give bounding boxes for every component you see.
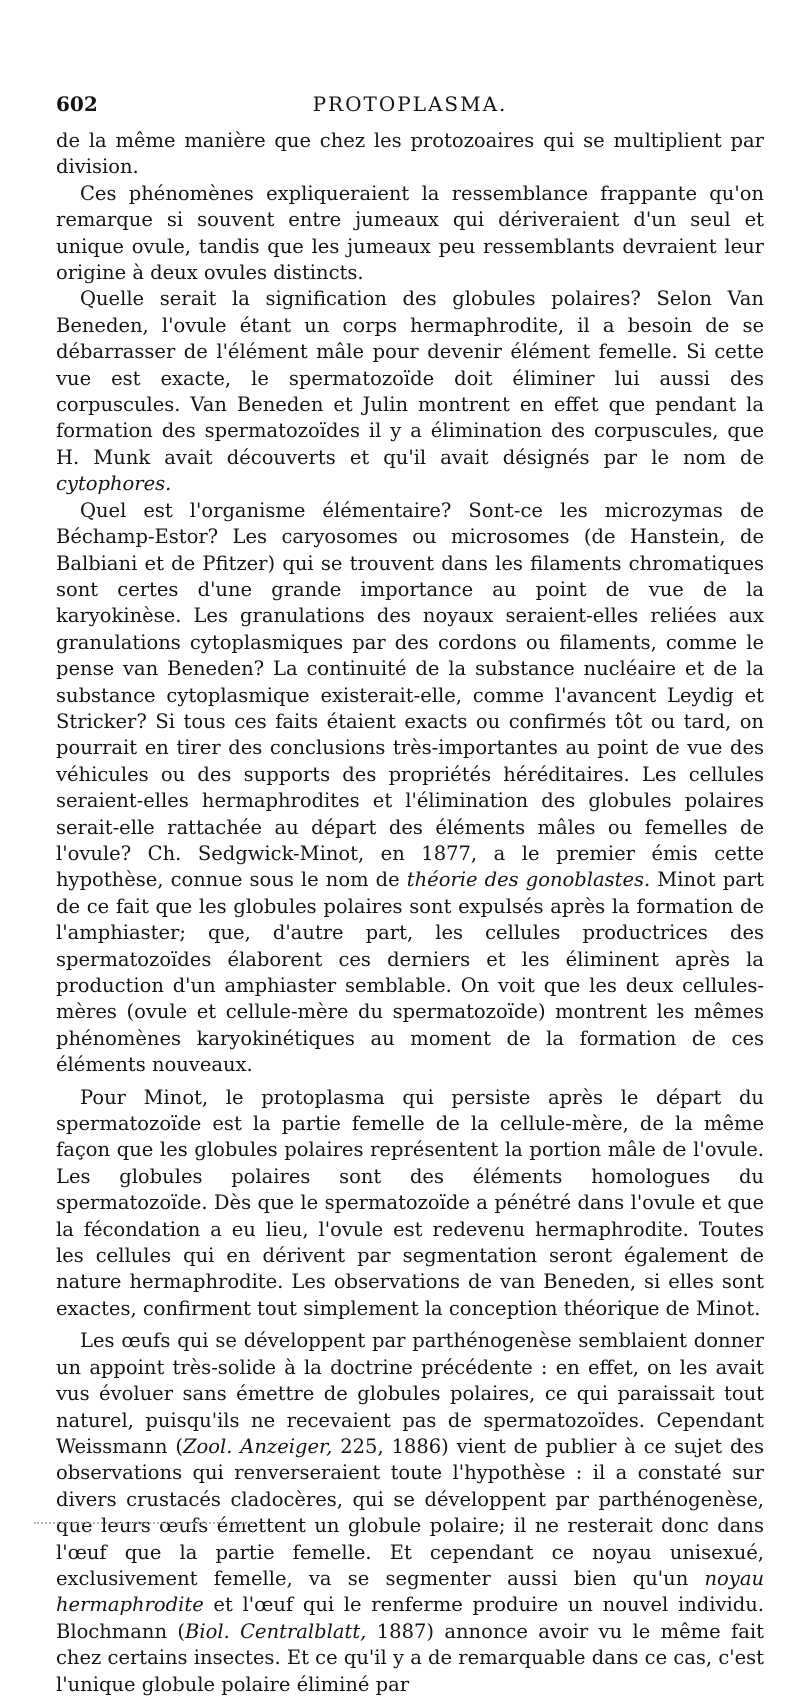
- paragraph-4: [56, 498, 764, 1079]
- page-header: [56, 92, 764, 118]
- italic-text: Biol. Centralblatt,: [185, 1619, 367, 1643]
- text-run: Les œufs qui se développent par parthénogenèse semblaient donner un appoint très-solide à la doctrine précédente : en effet, on les avait vus évoluer sans émettre de globules polaires, ce qui paraissait tout naturel, puisqu'ils ne recevaient pas de spermatozoïdes. Cependant Weissmann (: [56, 1329, 764, 1458]
- paragraph-3: [56, 286, 764, 497]
- paragraph-5: [56, 1085, 764, 1323]
- italic-text: Zool. Anzeiger,: [182, 1434, 333, 1458]
- text-run: Minot part de ce fait que les globules polaires sont expulsés après la formation de l'amphiaster; que, d'autre part, les cellules productrices des spermatozoïdes élaborent ces derniers et les éliminent après la production d'un amphiaster semblable. On voit que les deux cellules-mères (ovule et cellule-mère du spermatozoïde) montrent les mêmes phénomènes karyokinétiques au moment de la formation de ces éléments nouveaux.: [56, 868, 764, 1077]
- italic-text: cytophores.: [56, 472, 172, 496]
- text-run: Quelle serait la signification des globules polaires? Selon Van Beneden, l'ovule étant un corps hermaphrodite, il a besoin de se débarrasser de l'élément mâle pour devenir élément femelle. Si cette vue est exacte, le spermatozoïde doit éliminer lui aussi des corpuscules. Van Beneden et Julin montrent en effet que pendant la formation des spermatozoïdes il y a élimination des corpuscules, que H. Munk avait découverts et qu'il avait désignés par le nom de: [56, 287, 764, 469]
- italic-text: théorie des gonoblastes.: [406, 868, 651, 892]
- page-number: 602: [56, 92, 98, 116]
- paragraph-2: [56, 181, 764, 287]
- text-run: Quel est l'organisme élémentaire? Sont-ce les microzymas de Béchamp-Estor? Les caryosomes ou microsomes (de Hanstein, de Balbiani et de Pfitzer) qui se trouvent dans les filaments chromatiques sont certes d'une grande importance au point de vue de la karyokinèse. Les granulations des noyaux seraient-elles reliées aux granulations cytoplasmiques par des cordons ou filaments, comme le pense van Beneden? La continuité de la substance nucléaire et de la substance cytoplasmique existerait-elle, comme l'avancent Leydig et Stricker? Si tous ces faits étaient exacts ou confirmés tôt ou tard, on pourrait en tirer des conclusions très-importantes au point de vue des véhicules ou des supports des propriétés héréditaires. Les cellules seraient-elles hermaphrodites et l'élimination des globules polaires serait-elle rattachée au départ des éléments mâles ou femelles de l'ovule? Ch. Sedgwick-Minot, en 1877, a le premier émis cette hypothèse, connue sous le nom de: [56, 498, 764, 892]
- italic-text: noyau hermaphrodite: [56, 1566, 764, 1617]
- text-run: Pour Minot, le protoplasma qui persiste après le départ du spermatozoïde est la partie femelle de la cellule-mère, de la même façon que les globules polaires représentent la portion mâle de l'ovule. Les globules polaires sont des éléments homologues du spermatozoïde. Dès que le spermatozoïde a pénétré dans l'ovule et que la fécondation a eu lieu, l'ovule est redevenu hermaphrodite. Toutes les cellules qui en dérivent par segmentation seront également de nature hermaphrodite. Les observations de van Beneden, si elles sont exactes, confirment tout simplement la conception théorique de Minot.: [56, 1085, 764, 1320]
- text-run: Ces phénomènes expliqueraient la ressemblance frappante qu'on remarque si souvent entre jumeaux qui dériveraient d'un seul et unique ovule, tandis que les jumeaux peu ressemblants devraient leur origine à deux ovules distincts.: [56, 181, 764, 285]
- text-run: 225, 1886) vient de publier à ce sujet des observations qui renverseraient toute l'hypothèse : il a constaté sur divers crustacés cladocères, qui se développent par parthénogenèse, que leurs œufs émettent un globule polaire; il ne resterait donc dans l'œuf que la partie femelle. Et cependant ce noyau unisexué, exclusivement femelle, va se segmenter aussi bien qu'un: [56, 1434, 764, 1590]
- text-run: de la même manière que chez les protozoaires qui se multiplient par division.: [56, 129, 764, 179]
- paragraph-1: [56, 128, 764, 181]
- running-title: PROTOPLASMA.: [312, 92, 508, 116]
- footer-rule: [34, 1522, 254, 1525]
- body-text: [56, 128, 764, 1698]
- paragraph-6: [56, 1328, 764, 1698]
- text-run: 1887) annonce avoir vu le même fait chez certains insectes. Et ce qu'il y a de remarquable dans ce cas, c'est l'unique globule polaire éliminé par: [56, 1619, 765, 1696]
- text-run: et l'œuf qui le renferme produire un nouvel individu. Blochmann (: [56, 1593, 764, 1643]
